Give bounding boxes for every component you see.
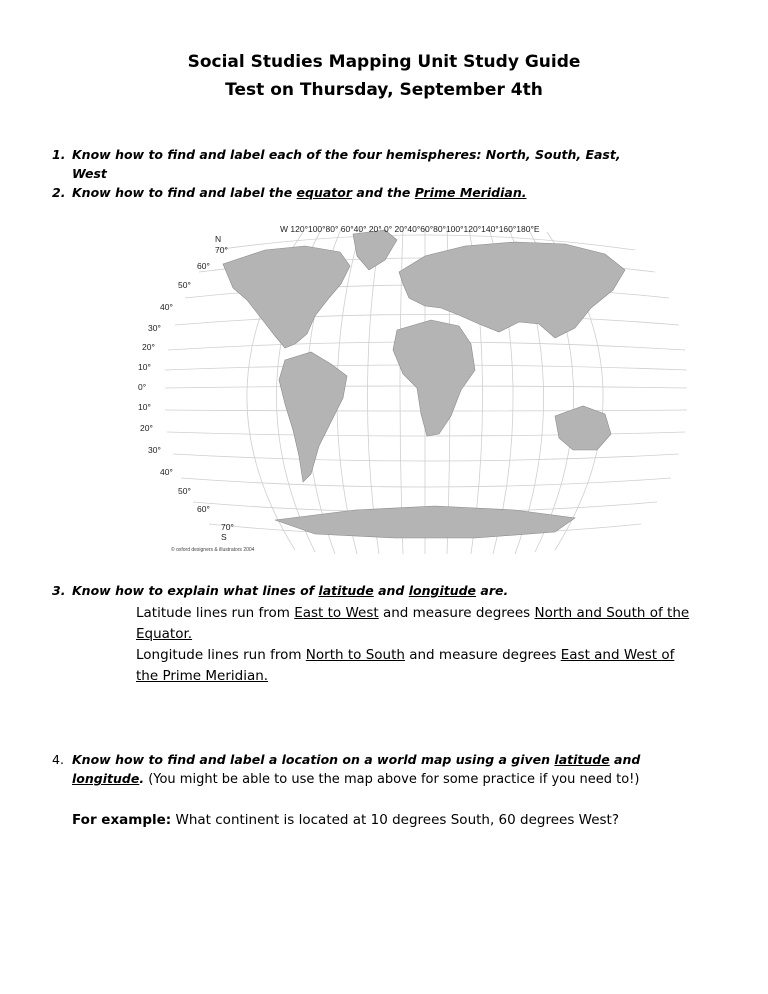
lon-def-b: North to South bbox=[305, 647, 405, 663]
item-4-continued bbox=[52, 771, 639, 787]
map-copyright: © oxford designers & illustrators 2004 bbox=[171, 547, 255, 553]
equator-term: equator bbox=[296, 185, 353, 200]
example-label: For example: bbox=[72, 812, 172, 828]
greenland bbox=[353, 230, 397, 270]
item-2-text: Know how to find and label the bbox=[72, 185, 297, 200]
world-map bbox=[135, 220, 690, 560]
lat-label-50s: 50° bbox=[178, 486, 191, 496]
item-3-number: 3. bbox=[52, 583, 66, 598]
lat-label-40n: 40° bbox=[160, 302, 173, 312]
africa bbox=[393, 320, 475, 436]
lat-def-a: Latitude lines run from bbox=[136, 605, 295, 621]
lat-label-0: 0° bbox=[138, 382, 147, 392]
example-question: What continent is located at 10 degrees South, 60 degrees West? bbox=[171, 812, 620, 828]
longitude-term-2: longitude bbox=[72, 771, 140, 786]
lat-label-20n: 20° bbox=[142, 342, 155, 352]
lon-def-e: the Prime Meridian. bbox=[136, 668, 269, 684]
latitude-definition bbox=[136, 603, 689, 687]
lat-def-c: and measure degrees bbox=[378, 605, 535, 621]
item-3 bbox=[52, 583, 508, 598]
map-south-label: S bbox=[221, 532, 227, 542]
lat-label-40s: 40° bbox=[160, 467, 173, 477]
lat-label-30s: 30° bbox=[148, 445, 161, 455]
lat-label-70n: 70° bbox=[215, 245, 228, 255]
example bbox=[72, 812, 619, 828]
antarctica bbox=[275, 506, 575, 538]
item-3-mid: and bbox=[373, 583, 409, 598]
item-1-number: 1. bbox=[52, 147, 66, 162]
item-4-period: . bbox=[139, 771, 145, 786]
item-4-note: (You might be able to use the map above for some practice if you need to!) bbox=[144, 772, 640, 787]
item-1-text-2: West bbox=[72, 166, 107, 181]
lat-label-70s: 70° bbox=[221, 522, 234, 532]
latitude-term-2: latitude bbox=[554, 752, 610, 767]
lon-def-a: Longitude lines run from bbox=[136, 647, 306, 663]
lon-def-c: and measure degrees bbox=[404, 647, 561, 663]
north-america bbox=[223, 246, 350, 348]
item-2-number: 2. bbox=[52, 185, 66, 200]
lat-label-30n: 30° bbox=[148, 323, 161, 333]
item-2-mid: and the bbox=[352, 185, 415, 200]
lat-label-60n: 60° bbox=[197, 261, 210, 271]
lat-label-20s: 20° bbox=[140, 423, 153, 433]
item-3-text: Know how to explain what lines of bbox=[72, 583, 319, 598]
item-3-post: are. bbox=[476, 583, 509, 598]
continents bbox=[223, 230, 625, 538]
prime-meridian-term: Prime Meridian. bbox=[414, 185, 527, 200]
item-4-and: and bbox=[609, 752, 641, 767]
lat-label-60s: 60° bbox=[197, 504, 210, 514]
longitude-term: longitude bbox=[408, 583, 477, 598]
lon-def-d: East and West of bbox=[560, 647, 675, 663]
item-2 bbox=[52, 185, 527, 200]
item-1-continued bbox=[52, 166, 107, 181]
page-subtitle: Test on Thursday, September 4th bbox=[225, 80, 543, 100]
lat-label-50n: 50° bbox=[178, 280, 191, 290]
lat-label-10s: 10° bbox=[138, 402, 151, 412]
item-1 bbox=[52, 147, 621, 162]
item-4-text: Know how to find and label a location on a world map using a given bbox=[72, 752, 555, 767]
latitude-term: latitude bbox=[318, 583, 374, 598]
map-longitude-labels: W 120°100°80° 60°40° 20° 0° 20°40°60°80°100°120°140°160°180°E bbox=[280, 224, 540, 234]
item-4 bbox=[52, 752, 640, 767]
page-title: Social Studies Mapping Unit Study Guide bbox=[187, 52, 581, 72]
lat-label-10n: 10° bbox=[138, 362, 151, 372]
map-north-label: N bbox=[215, 234, 222, 244]
item-1-text: Know how to find and label each of the four hemispheres: North, South, East, bbox=[72, 147, 621, 162]
lat-def-d: North and South of the bbox=[534, 605, 690, 621]
item-4-number: 4. bbox=[52, 752, 64, 767]
lat-def-e: Equator. bbox=[136, 626, 193, 642]
lat-def-b: East to West bbox=[294, 605, 379, 621]
south-america bbox=[279, 352, 347, 482]
